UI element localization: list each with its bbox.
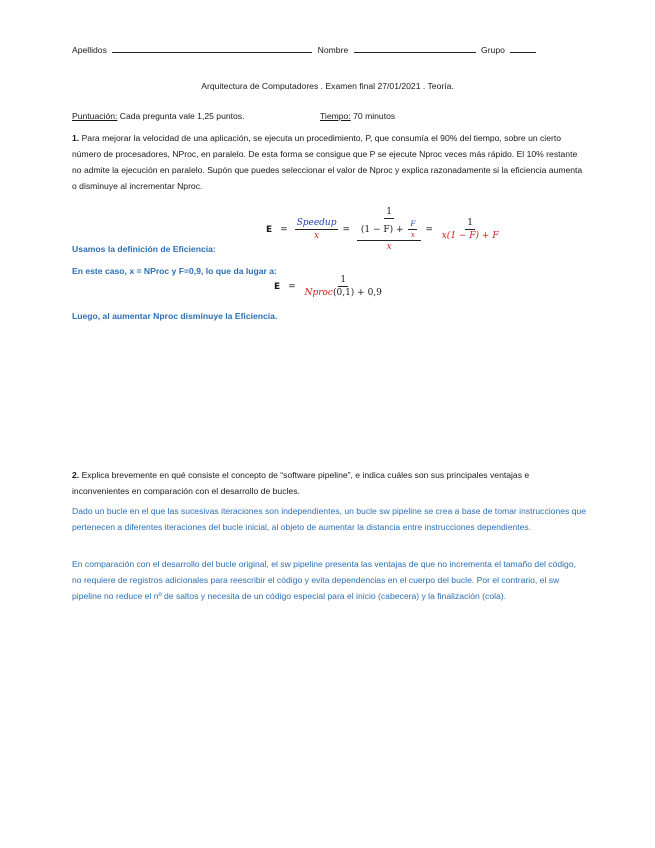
formula1-x-b: x xyxy=(410,231,415,239)
formula1-denominator: x(1 − F) + F xyxy=(441,231,499,241)
apellidos-blank[interactable] xyxy=(112,52,312,53)
tiempo-label: Tiempo: xyxy=(320,111,351,121)
efficiency-formula: E = $\frac{\text{Speedup}}{x}$ = 1 (1 − F) + $\frac{F}{x}$ x = $\frac{1}{x(1 - F) + F}$ xyxy=(266,207,499,252)
formula1-inner-one: 1 xyxy=(386,207,392,217)
question-2-text: Explica brevemente en qué consiste el concepto de “software pipeline”, e indica cuáles son sus principales ventajas e inconvenientes en comparación con el desarrollo de bucles. xyxy=(72,470,530,496)
question-2 xyxy=(72,467,587,499)
answer-1-case: En este caso, x = NProc y F=0,9, lo que da lugar a: xyxy=(72,266,277,276)
grupo-label: Grupo xyxy=(481,45,505,55)
formula1-frac-b xyxy=(357,207,421,252)
nombre-blank[interactable] xyxy=(354,52,476,53)
formula1-f: F xyxy=(410,220,416,228)
question-1 xyxy=(72,130,587,194)
efficiency-formula-nproc: E = $\frac{1}{\text{Nproc(0,1) + 0,9}}$ xyxy=(274,275,382,298)
nombre-label: Nombre xyxy=(317,45,349,55)
formula2-rest: (0,1) + 0,9 xyxy=(332,288,382,298)
scoring-info xyxy=(72,110,244,122)
apellidos-label: Apellidos xyxy=(72,45,107,55)
formula2-lhs: E xyxy=(274,281,281,292)
formula2-frac xyxy=(303,275,384,298)
tiempo-text: 70 minutos xyxy=(353,111,396,121)
puntuacion-label: Puntuación: xyxy=(72,111,118,121)
formula1-speedup: Speedup xyxy=(296,218,337,228)
question-1-text: Para mejorar la velocidad de una aplicación, se ejecuta un procedimiento, P, que consumía el 90% del tiempo, sobre un cierto número de procesadores, NProc, en paralelo. De esta forma se consigue que P se ejecute Nproc veces más rápido. El 10% restante no admite la ejecución en paralelo. Supón que puedes seleccionar el valor de Nproc y explica razonadamente si la eficiencia aumenta o disminuye al incrementar Nproc. xyxy=(72,133,583,191)
exam-title: Arquitectura de Computadores . Examen final 27/01/2021 . Teoría. xyxy=(201,81,454,91)
formula2-one: 1 xyxy=(340,275,347,285)
formula1-frac-a xyxy=(295,218,339,241)
puntuacion-text: Cada pregunta vale 1,25 puntos. xyxy=(119,111,245,121)
formula2-nproc: Nproc xyxy=(304,288,333,298)
formula1-frac-c xyxy=(440,218,501,241)
formula1-one-minus-f: (1 − F) + xyxy=(360,225,404,235)
answer-1-intro: Usamos la definición de Eficiencia: xyxy=(72,244,216,254)
answer-1-conclusion: Luego, al aumentar Nproc disminuye la Eficiencia. xyxy=(72,311,278,321)
student-header xyxy=(72,44,536,56)
formula1-lhs: E xyxy=(266,224,273,235)
time-info xyxy=(320,110,395,122)
grupo-blank[interactable] xyxy=(510,52,536,53)
formula1-x-c: x xyxy=(386,242,392,252)
question-2-number: 2. xyxy=(72,470,80,480)
formula1-inner-frac xyxy=(359,207,419,239)
answer-2-paragraph-2: En comparación con el desarrollo del bucle original, el sw pipeline presenta las ventajas de que no incrementa el tamaño del código, no requiere de registros adicionales para reescribir el código y evita dependencias en el cuerpo del bucle. Por el contrario, el sw pipeline no reduce el nº de saltos y necesita de un código especial para el inicio (cabecera) y la finalización (cola). xyxy=(72,559,576,601)
question-1-number: 1. xyxy=(72,133,80,143)
answer-2-paragraph-1: Dado un bucle en el que las sucesivas iteraciones son independientes, un bucle sw pipeline se crea a base de tomar instrucciones que pertenecen a diferentes iteraciones del bucle inicial, al objeto de aumentar la distancia entre instrucciones dependientes. xyxy=(72,506,587,532)
formula1-one: 1 xyxy=(467,218,474,228)
formula1-x-a: x xyxy=(313,231,320,241)
